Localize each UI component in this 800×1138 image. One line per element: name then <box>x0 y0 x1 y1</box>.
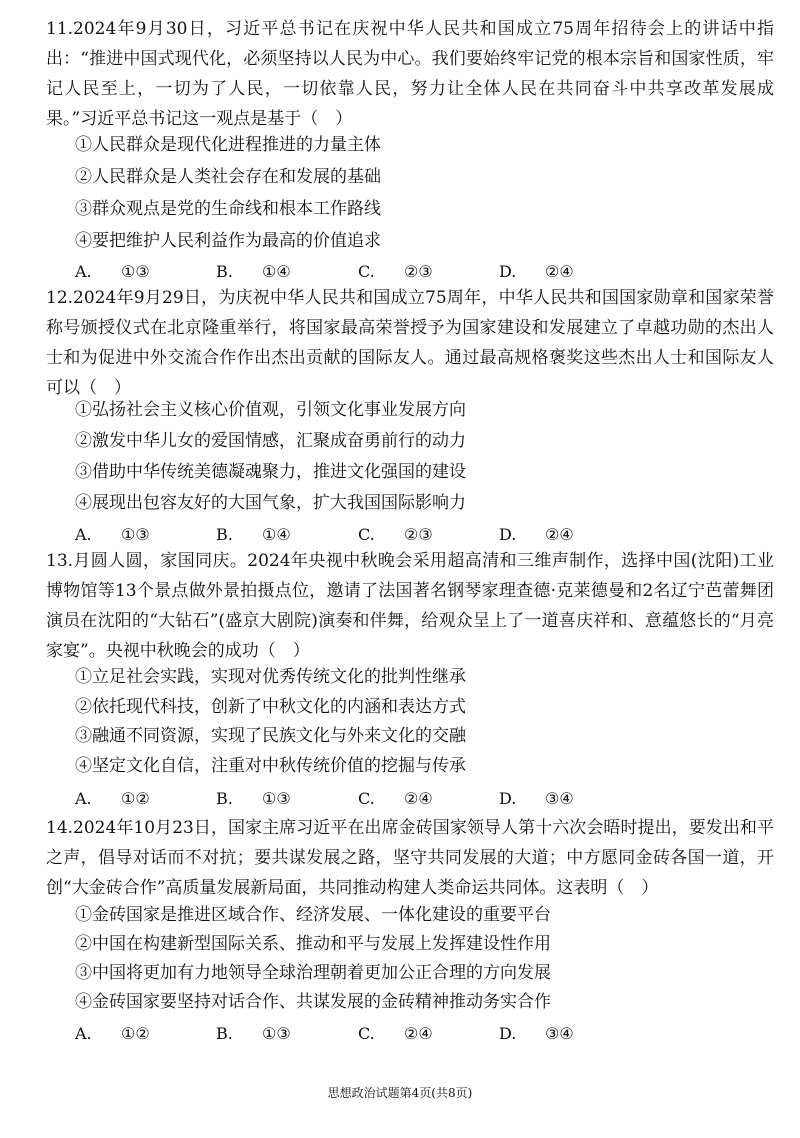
choice-c[interactable]: C. ②③ <box>358 262 433 281</box>
choice-b[interactable]: B. ①④ <box>216 525 291 544</box>
question-stem: 13.月圆人圆，家国同庆。2024年央视中秋晚会采用超高清和三维声制作，选择中国(沈阳)工业博物馆等13个景点做外景拍摄点位，邀请了法国著名钢琴家理查德·克莱德曼和2名辽宁芭蕾舞团演员在沈阳的“大钻石”(盛京大剧院)演奏和伴舞，给观众呈上了一道喜庆祥和、意蕴悠长的“月亮家宴”。央视中秋晚会的成功（ ） <box>46 551 774 661</box>
statement-4: ④要把维护人民利益作为最高的价值追求 <box>75 231 381 251</box>
statement-2: ②激发中华儿女的爱国情感，汇聚成奋勇前行的动力 <box>75 431 466 451</box>
statement-2: ②依托现代科技，创新了中秋文化的内涵和表达方式 <box>75 697 466 717</box>
answer-choices <box>75 784 775 814</box>
choice-d[interactable]: D. ③④ <box>499 789 574 808</box>
question-stem: 11.2024年9月30日，习近平总书记在庆祝中华人民共和国成立75周年招待会上的讲话中指出：“推进中国式现代化，必须坚持以人民为中心。我们要始终牢记党的根本宗旨和国家性质，牢记人民至上，一切为了人民，一切依靠人民，努力让全体人民在共同奋斗中共享改革发展成果。”习近平总书记这一观点是基于（ ） <box>46 19 774 129</box>
statement-4: ④金砖国家要坚持对话合作、共谋发展的金砖精神推动务实合作 <box>75 992 551 1012</box>
page-footer: 思想政治试题第4页(共8页) <box>327 1086 473 1100</box>
answer-choices <box>75 1019 775 1049</box>
statement-3: ③中国将更加有力地领导全球治理朝着更加公正合理的方向发展 <box>75 963 551 983</box>
question-stem: 12.2024年9月29日，为庆祝中华人民共和国成立75周年，中华人民共和国国家勋章和国家荣誉称号颁授仪式在北京隆重举行，将国家最高荣誉授予为国家建设和发展建立了卓越功勋的杰出人士和为促进中外交流合作作出杰出贡献的国际友人。通过最高规格褒奖这些杰出人士和国际友人可以（ ） <box>46 288 774 398</box>
choice-a[interactable]: A. ①③ <box>75 262 150 281</box>
statement-3: ③借助中华传统美德凝魂聚力，推进文化强国的建设 <box>75 462 466 482</box>
statement-4: ④展现出包容友好的大国气象，扩大我国国际影响力 <box>75 493 466 513</box>
statement-2: ②人民群众是人类社会存在和发展的基础 <box>75 167 381 187</box>
choice-b[interactable]: B. ①③ <box>216 789 291 808</box>
choice-c[interactable]: C. ②④ <box>358 789 433 808</box>
statement-1: ①立足社会实践，实现对优秀传统文化的批判性继承 <box>75 667 466 687</box>
choice-a[interactable]: A. ①② <box>75 1024 150 1043</box>
statement-1: ①金砖国家是推进区域合作、经济发展、一体化建设的重要平台 <box>75 905 551 925</box>
choice-d[interactable]: D. ②④ <box>499 525 574 544</box>
statement-2: ②中国在构建新型国际关系、推动和平与发展上发挥建设性作用 <box>75 934 551 954</box>
choice-d[interactable]: D. ③④ <box>499 1024 574 1043</box>
statement-4: ④坚定文化自信，注重对中秋传统价值的挖掘与传承 <box>75 756 466 776</box>
question-stem: 14.2024年10月23日，国家主席习近平在出席金砖国家领导人第十六次会晤时提出，要发出和平之声，倡导对话而不对抗；要共谋发展之路，坚守共同发展的大道；中方愿同金砖各国一道，开创“大金砖合作”高质量发展新局面，共同推动构建人类命运共同体。这表明（ ） <box>46 818 774 898</box>
statement-1: ①弘扬社会主义核心价值观，引领文化事业发展方向 <box>75 400 466 420</box>
choice-a[interactable]: A. ①② <box>75 789 150 808</box>
choice-b[interactable]: B. ①④ <box>216 262 291 281</box>
choice-c[interactable]: C. ②③ <box>358 525 433 544</box>
statement-3: ③融通不同资源，实现了民族文化与外来文化的交融 <box>75 726 466 746</box>
choice-d[interactable]: D. ②④ <box>499 262 574 281</box>
statement-1: ①人民群众是现代化进程推进的力量主体 <box>75 135 381 155</box>
choice-a[interactable]: A. ①③ <box>75 525 150 544</box>
choice-c[interactable]: C. ②④ <box>358 1024 433 1043</box>
statement-3: ③群众观点是党的生命线和根本工作路线 <box>75 199 381 219</box>
choice-b[interactable]: B. ①③ <box>216 1024 291 1043</box>
